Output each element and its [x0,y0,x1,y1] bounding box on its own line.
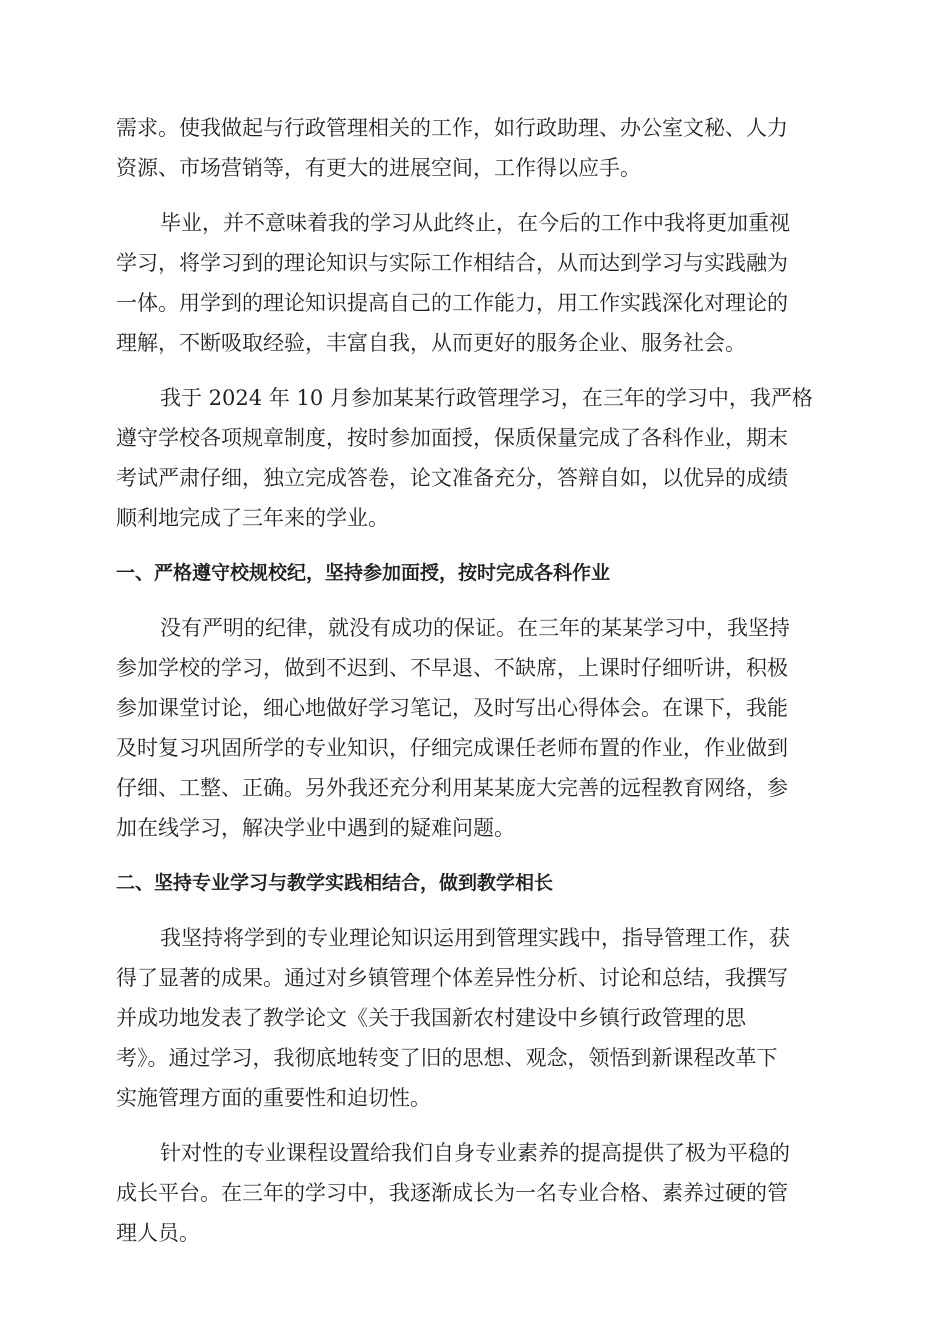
text-line: 理解，不断吸取经验，丰富自我，从而更好的服务企业、服务社会。 [116,331,746,355]
text-line: 参加学校的学习，做到不迟到、不早退、不缺席，上课时仔细听讲，积极 [116,656,788,680]
text-line: 并成功地发表了教学论文《关于我国新农村建设中乡镇行政管理的思 [116,1006,746,1030]
paragraph-continuation [116,108,832,188]
text-line: 考试严肃仔细，独立完成答卷，论文准备充分，答辩自如，以优异的成绩 [116,466,788,490]
text-line: 参加课堂讨论，细心地做好学习笔记，及时写出心得体会。在课下，我能 [116,696,788,720]
text-line: 及时复习巩固所学的专业知识，仔细完成课任老师布置的作业，作业做到 [116,736,788,760]
text-line: 资源、市场营销等，有更大的进展空间，工作得以应手。 [116,156,641,180]
text-line: 一体。用学到的理论知识提高自己的工作能力，用工作实践深化对理论的 [116,291,788,315]
text-line: 顺利地完成了三年来的学业。 [116,506,389,530]
text-line: 针对性的专业课程设置给我们自身专业素养的提高提供了极为平稳的 [160,1141,790,1165]
text-line: 我于 2024 年 10 月参加某某行政管理学习，在三年的学习中，我严格 [160,386,813,410]
text-line: 遵守学校各项规章制度，按时参加面授，保质保量完成了各科作业，期末 [116,426,788,450]
text-line: 没有严明的纪律，就没有成功的保证。在三年的某某学习中，我坚持 [160,616,790,640]
section-heading-2: 二、坚持专业学习与教学实践相结合，做到教学相长 [116,872,554,894]
text-line: 成长平台。在三年的学习中，我逐渐成长为一名专业合格、素养过硬的管 [116,1181,788,1205]
document-body [116,108,832,1268]
text-line: 需求。使我做起与行政管理相关的工作，如行政助理、办公室文秘、人力 [116,116,788,140]
text-line: 理人员。 [116,1221,200,1245]
text-line: 加在线学习，解决学业中遇到的疑难问题。 [116,816,515,840]
paragraph-practice [116,918,832,1118]
paragraph-graduation [116,203,832,363]
paragraph-growth [116,1133,832,1253]
text-line: 毕业，并不意味着我的学习从此终止，在今后的工作中我将更加重视 [160,211,790,235]
text-line: 考》。通过学习，我彻底地转变了旧的思想、观念，领悟到新课程改革下 [116,1046,778,1070]
text-line: 得了显著的成果。通过对乡镇管理个体差异性分析、讨论和总结，我撰写 [116,966,788,990]
text-line: 学习，将学习到的理论知识与实际工作相结合，从而达到学习与实践融为 [116,251,788,275]
text-line: 仔细、工整、正确。另外我还充分利用某某庞大完善的远程教育网络，参 [116,776,788,800]
paragraph-study-summary [116,378,832,538]
section-heading-1: 一、严格遵守校规校纪，坚持参加面授，按时完成各科作业 [116,562,611,584]
text-line: 实施管理方面的重要性和迫切性。 [116,1086,431,1110]
paragraph-discipline [116,608,832,848]
text-line: 我坚持将学到的专业理论知识运用到管理实践中，指导管理工作，获 [160,926,790,950]
